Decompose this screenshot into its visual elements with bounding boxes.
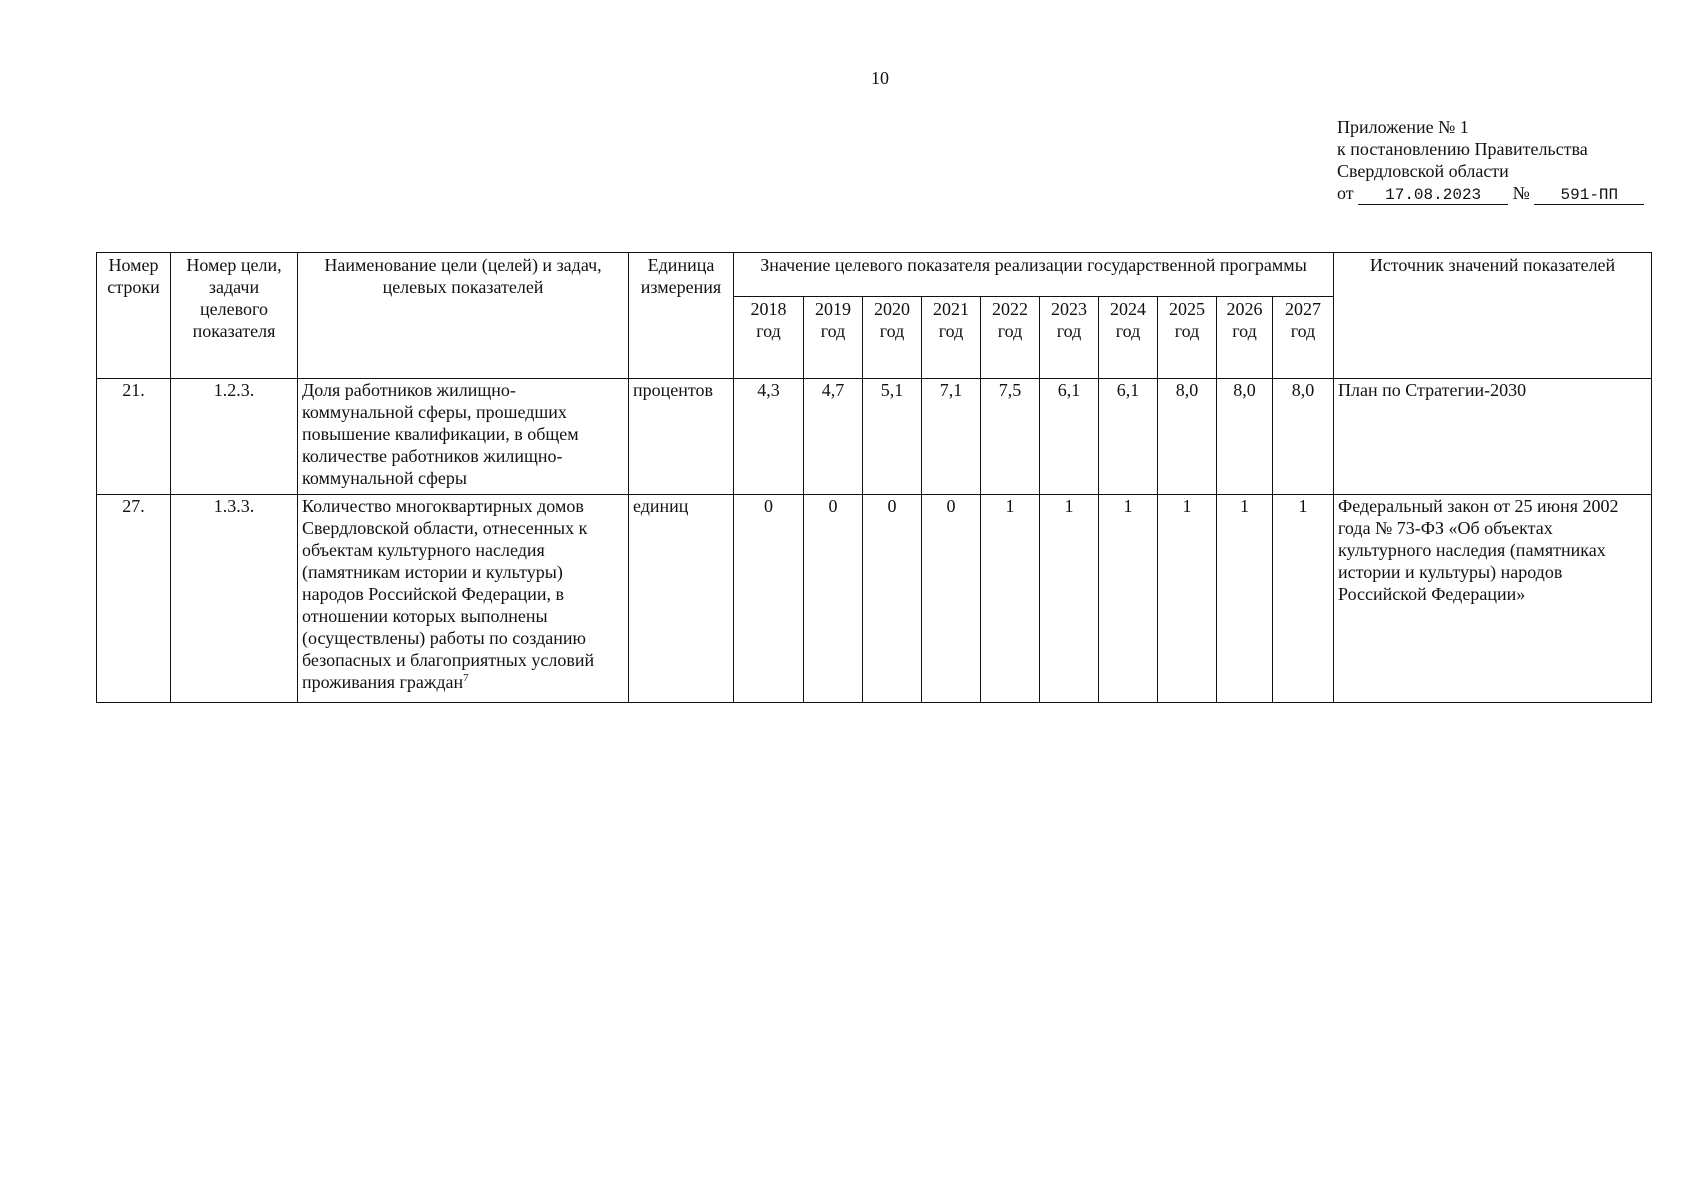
cell-value: 0	[804, 495, 863, 703]
indicators-table	[96, 252, 1652, 703]
cell-value: 0	[863, 495, 922, 703]
cell-value: 4,3	[734, 379, 804, 495]
header-year: 2023 год	[1040, 297, 1099, 379]
cell-goal-number: 1.2.3.	[171, 379, 298, 495]
cell-row-number: 27.	[97, 495, 171, 703]
resolution-number: 591-ПП	[1534, 186, 1644, 205]
appendix-date-number-line	[1337, 182, 1667, 205]
header-year: 2027 год	[1273, 297, 1334, 379]
table-header-row	[97, 253, 1652, 297]
header-year: 2024 год	[1099, 297, 1158, 379]
header-unit: Единица измерения	[629, 253, 734, 379]
appendix-resolution-line: к постановлению Правительства	[1337, 139, 1588, 159]
cell-value: 1	[1273, 495, 1334, 703]
cell-value: 1	[1158, 495, 1217, 703]
header-year: 2026 год	[1217, 297, 1273, 379]
header-year: 2018 год	[734, 297, 804, 379]
header-year: 2019 год	[804, 297, 863, 379]
appendix-title: Приложение № 1	[1337, 117, 1469, 137]
cell-goal-number: 1.3.3.	[171, 495, 298, 703]
cell-source: Федеральный закон от 25 июня 2002 года № 73-ФЗ «Об объектах культурного наследия (памятниках истории и культуры) народов Российской Федерации»	[1334, 495, 1652, 703]
cell-value: 8,0	[1158, 379, 1217, 495]
cell-value: 8,0	[1273, 379, 1334, 495]
cell-source: План по Стратегии-2030	[1334, 379, 1652, 495]
cell-value: 4,7	[804, 379, 863, 495]
header-year: 2025 год	[1158, 297, 1217, 379]
cell-value: 7,1	[922, 379, 981, 495]
cell-row-number: 21.	[97, 379, 171, 495]
header-year: 2021 год	[922, 297, 981, 379]
header-source: Источник значений показателей	[1334, 253, 1652, 379]
page-number: 10	[871, 68, 889, 88]
cell-unit: единиц	[629, 495, 734, 703]
cell-value: 1	[1099, 495, 1158, 703]
table-row	[97, 379, 1652, 495]
cell-value: 6,1	[1099, 379, 1158, 495]
cell-value: 7,5	[981, 379, 1040, 495]
resolution-date: 17.08.2023	[1358, 186, 1508, 205]
appendix-header	[1337, 116, 1667, 205]
table-row	[97, 495, 1652, 703]
footnote-marker: 7	[463, 672, 469, 684]
appendix-region-line: Свердловской области	[1337, 161, 1509, 181]
cell-value: 1	[1040, 495, 1099, 703]
date-prefix: от	[1337, 183, 1354, 203]
cell-unit: процентов	[629, 379, 734, 495]
header-value-group: Значение целевого показателя реализации государственной программы	[734, 253, 1334, 297]
header-row-number: Номер строки	[97, 253, 171, 379]
cell-name	[298, 495, 629, 703]
header-name: Наименование цели (целей) и задач, целевых показателей	[298, 253, 629, 379]
number-prefix: №	[1512, 183, 1530, 203]
cell-value: 0	[922, 495, 981, 703]
cell-value: 1	[1217, 495, 1273, 703]
header-year: 2020 год	[863, 297, 922, 379]
header-year: 2022 год	[981, 297, 1040, 379]
cell-value: 6,1	[1040, 379, 1099, 495]
cell-value: 8,0	[1217, 379, 1273, 495]
cell-value: 0	[734, 495, 804, 703]
cell-name-text: Количество многоквартирных домов Свердловской области, отнесенных к объектам культурного наследия (памятникам истории и культуры) народов Российской Федерации, в отношении которых выполнены (осуществлены) работы по созданию безопасных и благоприятных условий проживания граждан	[302, 496, 595, 692]
cell-name: Доля работников жилищно-коммунальной сферы, прошедших повышение квалификации, в общем количестве работников жилищно-коммунальной сферы	[298, 379, 629, 495]
cell-value: 1	[981, 495, 1040, 703]
cell-value: 5,1	[863, 379, 922, 495]
header-goal-number: Номер цели, задачи целевого показателя	[171, 253, 298, 379]
